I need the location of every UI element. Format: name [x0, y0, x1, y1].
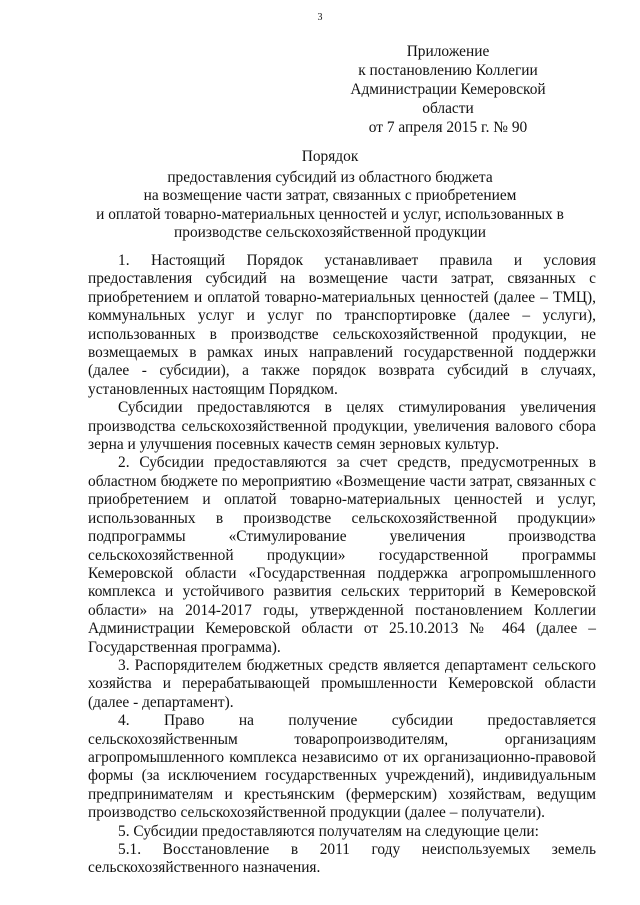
paragraph-3: 3. Распорядителем бюджетных средств является департамент сельского хозяйства и перерабатывающей промышленности Кемеровской области (далее - департамент). [88, 656, 596, 711]
document-title [70, 148, 590, 243]
paragraph-4: 4. Право на получение субсидии предоставляется сельскохозяйственным товаропроизводителям, организациям агропромышленного комплекса независимо от их организационно-правовой формы (за исключением государственных учреждений), индивидуальным предпринимателям и крестьянским (фермерским) хозяйствам, ведущим производство сельскохозяйственной продукции (далее – получатели). [88, 712, 596, 822]
title-line: предоставления субсидий из областного бюджета [167, 168, 493, 186]
title-line: на возмещение части затрат, связанных с приобретением [143, 187, 517, 204]
paragraph-1: 1. Настоящий Порядок устанавливает правила и условия предоставления субсидий на возмещение части затрат, связанных с приобретением и оплатой товарно-материальных ценностей (далее – ТМЦ), коммунальных услуг и услуг по транспортировке (далее – услуги), использованных в производстве сельскохозяйственной продукции, не возмещаемых в рамках иных направлений государственной поддержки (далее - субсидии), а также порядок возврата субсидий в случаях, установленных настоящим Порядком. [88, 252, 596, 398]
appendix-line: от 7 апреля 2015 г. № 90 [368, 119, 528, 136]
title-heading: Порядок [301, 148, 359, 165]
appendix-line: к постановлению Коллегии [358, 62, 538, 79]
paragraph-5-1: 5.1. Восстановление в 2011 году неиспользуемых земель сельскохозяйственного назначения. [88, 841, 596, 877]
appendix-line: Приложение [406, 43, 490, 60]
paragraph-5: 5. Субсидии предоставляются получателям на следующие цели: [118, 822, 539, 840]
document-body [88, 252, 596, 878]
appendix-header [330, 42, 566, 137]
page-number-text: 3 [317, 12, 323, 23]
title-line: производстве сельскохозяйственной продукции [174, 224, 486, 241]
paragraph-2: 2. Субсидии предоставляются за счет средств, предусмотренных в областном бюджете по мероприятию «Возмещение части затрат, связанных с приобретением и оплатой товарно-материальных ценностей и услуг, использованных в производстве сельскохозяйственной продукции» подпрограммы «Стимулирование увеличения производства сельскохозяйственной продукции» государственной программы Кемеровской области «Государственная поддержка агропромышленного комплекса и устойчивого развития сельских территорий в Кемеровской области» на 2014-2017 годы, утвержденной постановлением Коллегии Администрации Кемеровской области от 25.10.2013 № 464 (далее – Государственная программа). [88, 454, 596, 656]
title-line: и оплатой товарно-материальных ценностей и услуг, использованных в [96, 205, 564, 223]
appendix-line: Администрации Кемеровской области [350, 81, 546, 117]
page-number [0, 12, 640, 24]
paragraph-purpose: Субсидии предоставляются в целях стимулирования увеличения производства сельскохозяйственной продукции, увеличения валового сбора зерна и улучшения посевных качеств семян зерновых культур. [88, 399, 596, 454]
